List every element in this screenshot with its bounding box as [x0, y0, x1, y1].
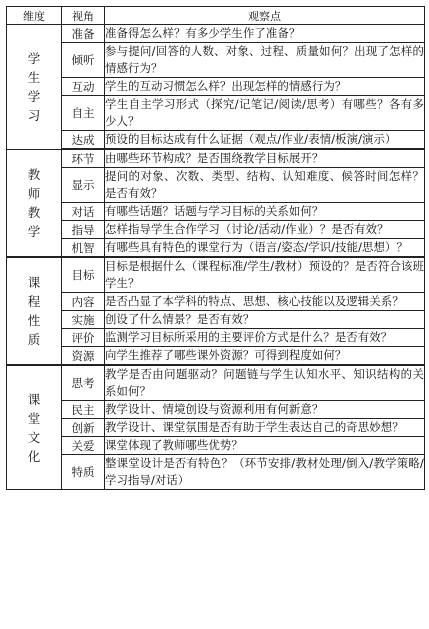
table-row — [7, 203, 425, 221]
observation-point: 提问的对象、次数、类型、结构、认知难度、候答时间怎样？是否有效？ — [105, 168, 425, 203]
view-cell: 评价 — [62, 329, 105, 347]
observation-point: 课堂体现了教师哪些优势？ — [105, 437, 425, 455]
observation-point: 向学生推荐了哪些课外资源？可得到程度如何？ — [105, 347, 425, 366]
view-cell: 对话 — [62, 203, 105, 221]
observation-point: 预设的目标达成有什么证据（观点/作业/表情/板演/演示） — [105, 131, 425, 150]
view-cell: 特质 — [62, 455, 105, 490]
dimension-cell — [7, 25, 62, 150]
table-row — [7, 221, 425, 239]
table-row — [7, 365, 425, 401]
view-cell: 互动 — [62, 78, 105, 96]
header-points: 观察点 — [105, 7, 425, 25]
observation-point: 整课堂设计是否有特色？（环节安排/教材处理/倒入/教学策略/学习指导/对话） — [105, 455, 425, 490]
observation-point: 学生的互动习惯怎么样？出现怎样的情感行为？ — [105, 78, 425, 96]
view-cell: 资源 — [62, 347, 105, 366]
view-cell: 关爱 — [62, 437, 105, 455]
view-cell: 自主 — [62, 96, 105, 131]
view-cell: 目标 — [62, 257, 105, 293]
dimension-label: 学生学习 — [27, 50, 41, 123]
view-cell: 达成 — [62, 131, 105, 150]
table-row — [7, 311, 425, 329]
table-row — [7, 401, 425, 419]
observation-point: 参与提问/回答的人数、对象、过程、质量如何？出现了怎样的情感行为？ — [105, 43, 425, 78]
table-row — [7, 78, 425, 96]
observation-point: 是否凸显了本学科的特点、思想、核心技能以及逻辑关系？ — [105, 293, 425, 311]
observation-point: 学生自主学习形式（探究/记笔记/阅读/思考）有哪些？各有多少人？ — [105, 96, 425, 131]
view-cell: 环节 — [62, 149, 105, 168]
view-cell: 内容 — [62, 293, 105, 311]
view-cell: 显示 — [62, 168, 105, 203]
dimension-cell — [7, 257, 62, 365]
dimension-label: 课程性质 — [27, 275, 41, 347]
table-row — [7, 43, 425, 78]
observation-point: 教学设计、情境创设与资源利用有何新意？ — [105, 401, 425, 419]
view-cell: 思考 — [62, 365, 105, 401]
table-row — [7, 419, 425, 437]
observation-point: 有哪些具有特色的课堂行为（语言/姿态/学识/技能/思想）？ — [105, 239, 425, 258]
dimension-label: 课堂文化 — [27, 391, 41, 464]
observation-point: 教学是否由问题驱动？问题链与学生认知水平、知识结构的关系如何？ — [105, 365, 425, 401]
table-row — [7, 25, 425, 43]
table-row — [7, 257, 425, 293]
table-row — [7, 437, 425, 455]
view-cell: 民主 — [62, 401, 105, 419]
table-row — [7, 329, 425, 347]
view-cell: 准备 — [62, 25, 105, 43]
observation-point: 有哪些话题？话题与学习目标的关系如何？ — [105, 203, 425, 221]
view-cell: 创新 — [62, 419, 105, 437]
header-dimension: 维度 — [7, 7, 62, 25]
observation-point: 怎样指导学生合作学习（讨论/活动/作业）？是否有效？ — [105, 221, 425, 239]
header-view: 视角 — [62, 7, 105, 25]
view-cell: 实施 — [62, 311, 105, 329]
classroom-observation-table — [6, 6, 425, 490]
table-row — [7, 347, 425, 366]
dimension-cell — [7, 365, 62, 490]
header-row — [7, 7, 425, 25]
observation-point: 监测学习目标所采用的主要评价方式是什么？是否有效？ — [105, 329, 425, 347]
table-row — [7, 149, 425, 168]
view-cell: 倾听 — [62, 43, 105, 78]
observation-point: 创设了什么情景？是否有效？ — [105, 311, 425, 329]
observation-point: 目标是根据什么（课程标准/学生/教材）预设的？是否符合该班学生？ — [105, 257, 425, 293]
table-row — [7, 455, 425, 490]
view-cell: 指导 — [62, 221, 105, 239]
observation-point: 教学设计、课堂氛围是否有助于学生表达自己的奇思妙想？ — [105, 419, 425, 437]
table-row — [7, 131, 425, 150]
table-row — [7, 239, 425, 258]
observation-point: 准备得怎么样？有多少学生作了准备？ — [105, 25, 425, 43]
table-row — [7, 293, 425, 311]
dimension-label: 教师教学 — [27, 166, 41, 239]
dimension-cell — [7, 149, 62, 257]
table-row — [7, 96, 425, 131]
view-cell: 机智 — [62, 239, 105, 258]
table-row — [7, 168, 425, 203]
observation-point: 由哪些环节构成？是否围绕教学目标展开？ — [105, 149, 425, 168]
